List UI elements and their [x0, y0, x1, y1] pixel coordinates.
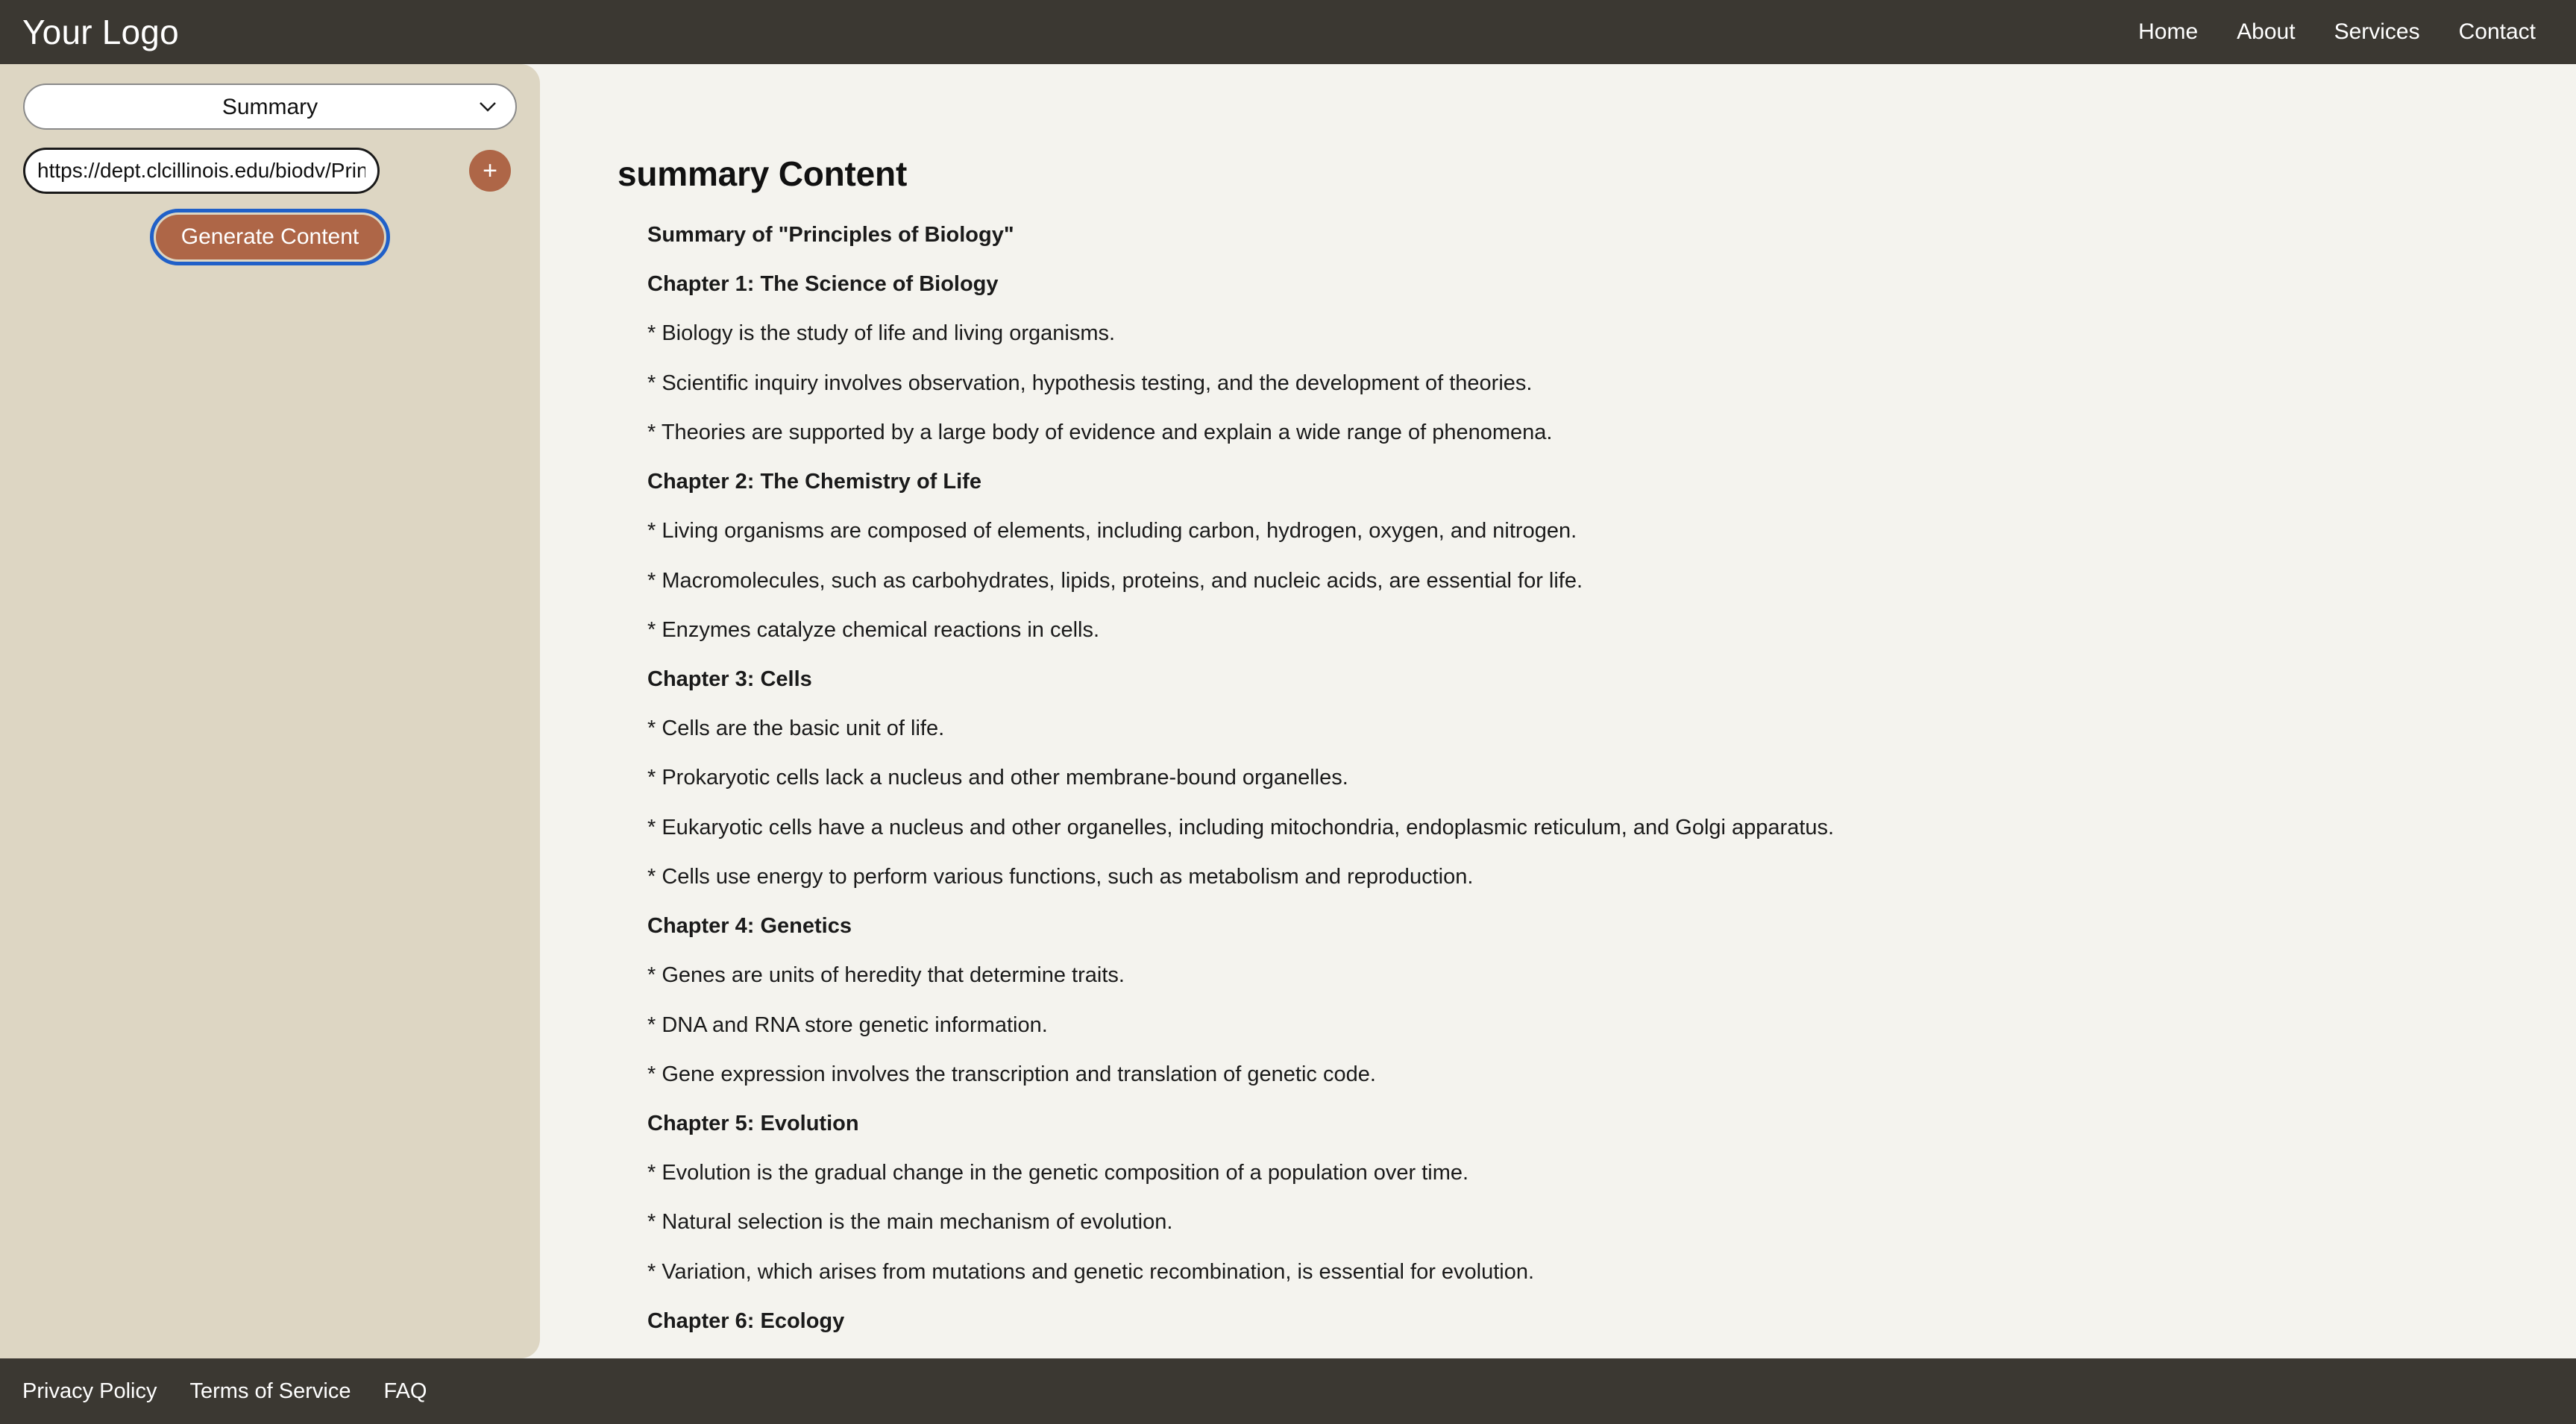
nav-link-contact[interactable]: Contact	[2458, 19, 2536, 44]
content-bullet: * Enzymes catalyze chemical reactions in cells.	[647, 617, 1100, 642]
sidebar-panel	[0, 64, 540, 1358]
nav-link-about[interactable]: About	[2237, 19, 2296, 44]
content-bullet: * Evolution is the gradual change in the genetic composition of a population over time.	[647, 1161, 1469, 1185]
page-body	[0, 64, 2576, 1358]
content-bullet: * Macromolecules, such as carbohydrates, lipids, proteins, and nucleic acids, are essential for life.	[647, 568, 1583, 593]
content-bullet: * Living organisms are composed of elements, including carbon, hydrogen, oxygen, and nitrogen.	[647, 519, 1577, 544]
footer-link-privacy-policy[interactable]: Privacy Policy	[22, 1379, 157, 1403]
footer-link-faq[interactable]: FAQ	[383, 1379, 427, 1403]
content-bullet: * Variation, which arises from mutations and genetic recombination, is essential for evolution.	[647, 1259, 1535, 1284]
site-footer	[0, 1358, 2576, 1424]
content-type-select[interactable]	[23, 84, 517, 130]
content-bullet: * Biology is the study of life and living organisms.	[647, 321, 1116, 346]
add-url-button[interactable]: +	[469, 150, 511, 192]
content-heading: Chapter 4: Genetics	[647, 914, 852, 939]
control-stack	[0, 84, 540, 259]
site-logo: Your Logo	[22, 13, 179, 51]
content-bullet: * Eukaryotic cells have a nucleus and other organelles, including mitochondria, endoplasmic reticulum, and Golgi apparatus.	[647, 815, 1835, 839]
content-heading: Chapter 5: Evolution	[647, 1111, 859, 1135]
content-heading: Chapter 3: Cells	[647, 667, 812, 691]
content-bullet: * Natural selection is the main mechanism of evolution.	[647, 1210, 1173, 1235]
site-header	[0, 0, 2576, 64]
generate-content-button[interactable]: Generate Content	[156, 215, 385, 259]
content-bullet: * Prokaryotic cells lack a nucleus and other membrane-bound organelles.	[647, 766, 1348, 790]
content-bullet: * Cells use energy to perform various functions, such as metabolism and reproduction.	[647, 864, 1474, 889]
page-title: summary Content	[618, 154, 908, 193]
content-bullet: * Gene expression involves the transcription and translation of genetic code.	[647, 1062, 1376, 1086]
content-heading: Chapter 1: The Science of Biology	[647, 272, 999, 297]
nav-link-services[interactable]: Services	[2334, 19, 2420, 44]
generated-content-body	[618, 222, 2531, 1334]
content-heading: Chapter 2: The Chemistry of Life	[647, 470, 981, 494]
content-bullet: * Theories are supported by a large body of evidence and explain a wide range of phenomena.	[647, 420, 1553, 444]
content-bullet: * Genes are units of heredity that determine traits.	[647, 963, 1125, 988]
main-navigation	[2138, 19, 2536, 45]
nav-link-home[interactable]: Home	[2138, 19, 2199, 44]
url-input-row	[23, 148, 517, 194]
content-bullet: * Cells are the basic unit of life.	[647, 716, 945, 741]
content-bullet: * Scientific inquiry involves observation, hypothesis testing, and the development of theories.	[647, 371, 1533, 395]
content-type-select-wrapper	[23, 84, 517, 130]
footer-link-terms-of-service[interactable]: Terms of Service	[189, 1379, 351, 1403]
main-content	[540, 64, 2576, 1358]
content-heading: Summary of "Principles of Biology"	[647, 223, 1014, 247]
content-heading: Chapter 6: Ecology	[647, 1308, 845, 1333]
url-input[interactable]	[23, 148, 380, 194]
content-bullet: * DNA and RNA store genetic information.	[647, 1012, 1048, 1037]
